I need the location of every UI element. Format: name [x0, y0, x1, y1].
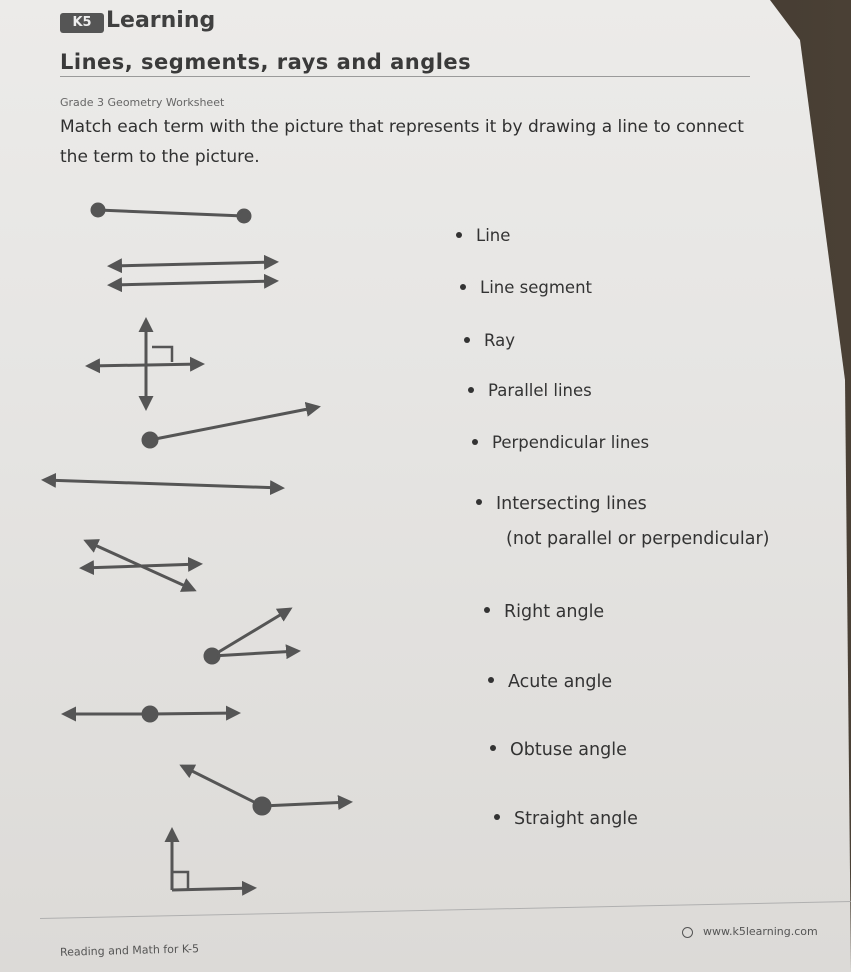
- figure-right-angle: [172, 830, 254, 890]
- k5-logo-badge: K5: [60, 13, 104, 33]
- term-straight-angle: Straight angle: [494, 809, 638, 829]
- bullet-icon: [490, 745, 496, 751]
- footer-website: www.k5learning.com: [682, 925, 818, 938]
- footer-tagline: Reading and Math for K-5: [59, 942, 200, 959]
- instructions: Match each term with the picture that represents it by drawing a line to connect the term to the picture.: [60, 117, 744, 167]
- term-acute-angle: Acute angle: [488, 672, 612, 692]
- term-ray: Ray: [464, 331, 515, 350]
- term-parallel-lines: Parallel lines: [468, 381, 592, 400]
- bullet-icon: [472, 439, 478, 445]
- logo-text: Learning: [106, 8, 216, 33]
- bullet-icon: [484, 607, 490, 613]
- term-perpendicular-lines: Perpendicular lines: [472, 433, 649, 452]
- term-obtuse-angle: Obtuse angle: [490, 740, 627, 760]
- bullet-icon: [494, 814, 500, 820]
- figure-straight-angle: [64, 707, 238, 721]
- figure-ray: [143, 407, 318, 447]
- term-line-segment: Line segment: [460, 278, 592, 297]
- figure-line: [44, 480, 282, 488]
- bullet-icon: [488, 677, 494, 683]
- figure-obtuse-angle: [182, 766, 350, 814]
- term-intersecting-lines-note: (not parallel or perpendicular): [506, 529, 770, 549]
- copyright-icon: [682, 927, 693, 938]
- figure-intersecting-lines: [82, 541, 200, 590]
- bullet-icon: [456, 232, 462, 238]
- term-right-angle: Right angle: [484, 602, 604, 622]
- bullet-icon: [476, 499, 482, 505]
- figure-line-segment: [92, 204, 250, 222]
- term-line: Line: [456, 226, 510, 245]
- worksheet-subtitle: Grade 3 Geometry Worksheet: [60, 96, 225, 109]
- figure-acute-angle: [205, 609, 298, 663]
- bullet-icon: [460, 284, 466, 290]
- figure-perpendicular-lines: [88, 320, 202, 408]
- worksheet-title: Lines, segments, rays and angles: [60, 50, 472, 74]
- figure-parallel-lines: [110, 262, 276, 285]
- term-intersecting-lines: Intersecting lines: [476, 494, 647, 514]
- bullet-icon: [464, 337, 470, 343]
- bullet-icon: [468, 387, 474, 393]
